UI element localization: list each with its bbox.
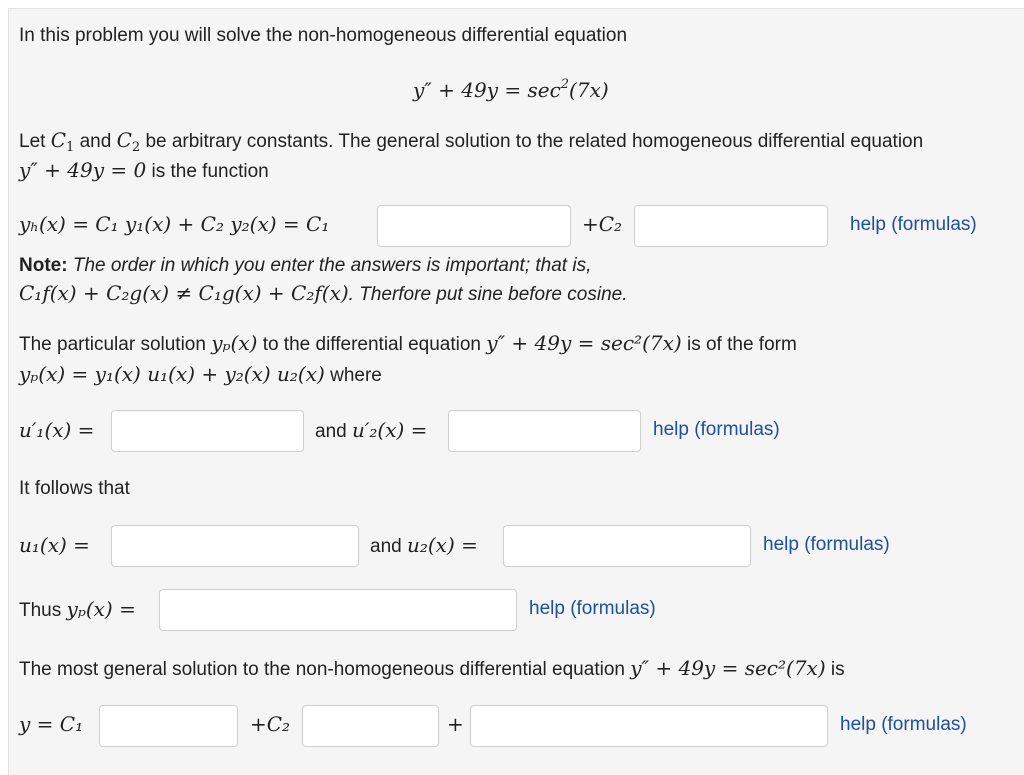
follows-text: It follows that: [19, 478, 130, 499]
u2-prime-label: and u′₂(x) =: [315, 418, 428, 442]
thus-yp-label: Thus yₚ(x) =: [19, 597, 136, 621]
main-equation: $y'' + 49y = \sec^2(7x)$: [413, 77, 609, 102]
yh-first-answer-input[interactable]: [377, 205, 571, 247]
help-formulas-link-1[interactable]: help (formulas): [850, 214, 977, 235]
y-c1-label: y = C₁: [19, 712, 84, 736]
u2-label: and u₂(x) =: [370, 533, 478, 557]
intro-text: In this problem you will solve the non-homogeneous differential equation: [19, 25, 628, 46]
note-line-2: C₁f(x) + C₂g(x) ≠ C₁g(x) + C₂f(x). Therfore put sine before cosine.: [19, 281, 628, 305]
plus-c2-label: +C₂: [582, 212, 623, 236]
homogeneous-line-1: Let $C_1$ and $C_2$ be arbitrary constants. The general solution to the related homogeneous differential equation: [19, 128, 924, 155]
general-plus-label: +: [447, 712, 464, 736]
help-formulas-link-4[interactable]: help (formulas): [529, 598, 656, 619]
u1-input[interactable]: [111, 525, 359, 567]
u1-prime-input[interactable]: [111, 410, 304, 452]
particular-line-2: yₚ(x) = y₁(x) u₁(x) + y₂(x) u₂(x) where: [19, 362, 382, 386]
general-plus-c2-label: +C₂: [250, 712, 291, 736]
u1-prime-label: u′₁(x) =: [19, 418, 95, 442]
u2-input[interactable]: [503, 525, 751, 567]
u1-label: u₁(x) =: [19, 533, 90, 557]
general-third-input[interactable]: [470, 705, 828, 747]
note-line-1: Note: The order in which you enter the answers is important; that is,: [19, 255, 592, 276]
u2-prime-input[interactable]: [448, 410, 641, 452]
particular-line-1: The particular solution yₚ(x) to the differential equation y″ + 49y = sec²(7x) is of the form: [19, 331, 797, 355]
yh-second-answer-input[interactable]: [634, 205, 828, 247]
yp-input[interactable]: [159, 589, 517, 631]
general-first-input[interactable]: [99, 705, 238, 747]
help-formulas-link-5[interactable]: help (formulas): [840, 714, 967, 735]
general-second-input[interactable]: [302, 705, 439, 747]
help-formulas-link-3[interactable]: help (formulas): [763, 534, 890, 555]
homogeneous-line-2: y″ + 49y = 0 is the function: [19, 158, 269, 182]
general-solution-text: The most general solution to the non-homogeneous differential equation y″ + 49y = sec²(7x) is: [19, 656, 845, 680]
yh-expression: yₕ(x) = C₁ y₁(x) + C₂ y₂(x) = C₁: [19, 212, 330, 236]
help-formulas-link-2[interactable]: help (formulas): [653, 419, 780, 440]
